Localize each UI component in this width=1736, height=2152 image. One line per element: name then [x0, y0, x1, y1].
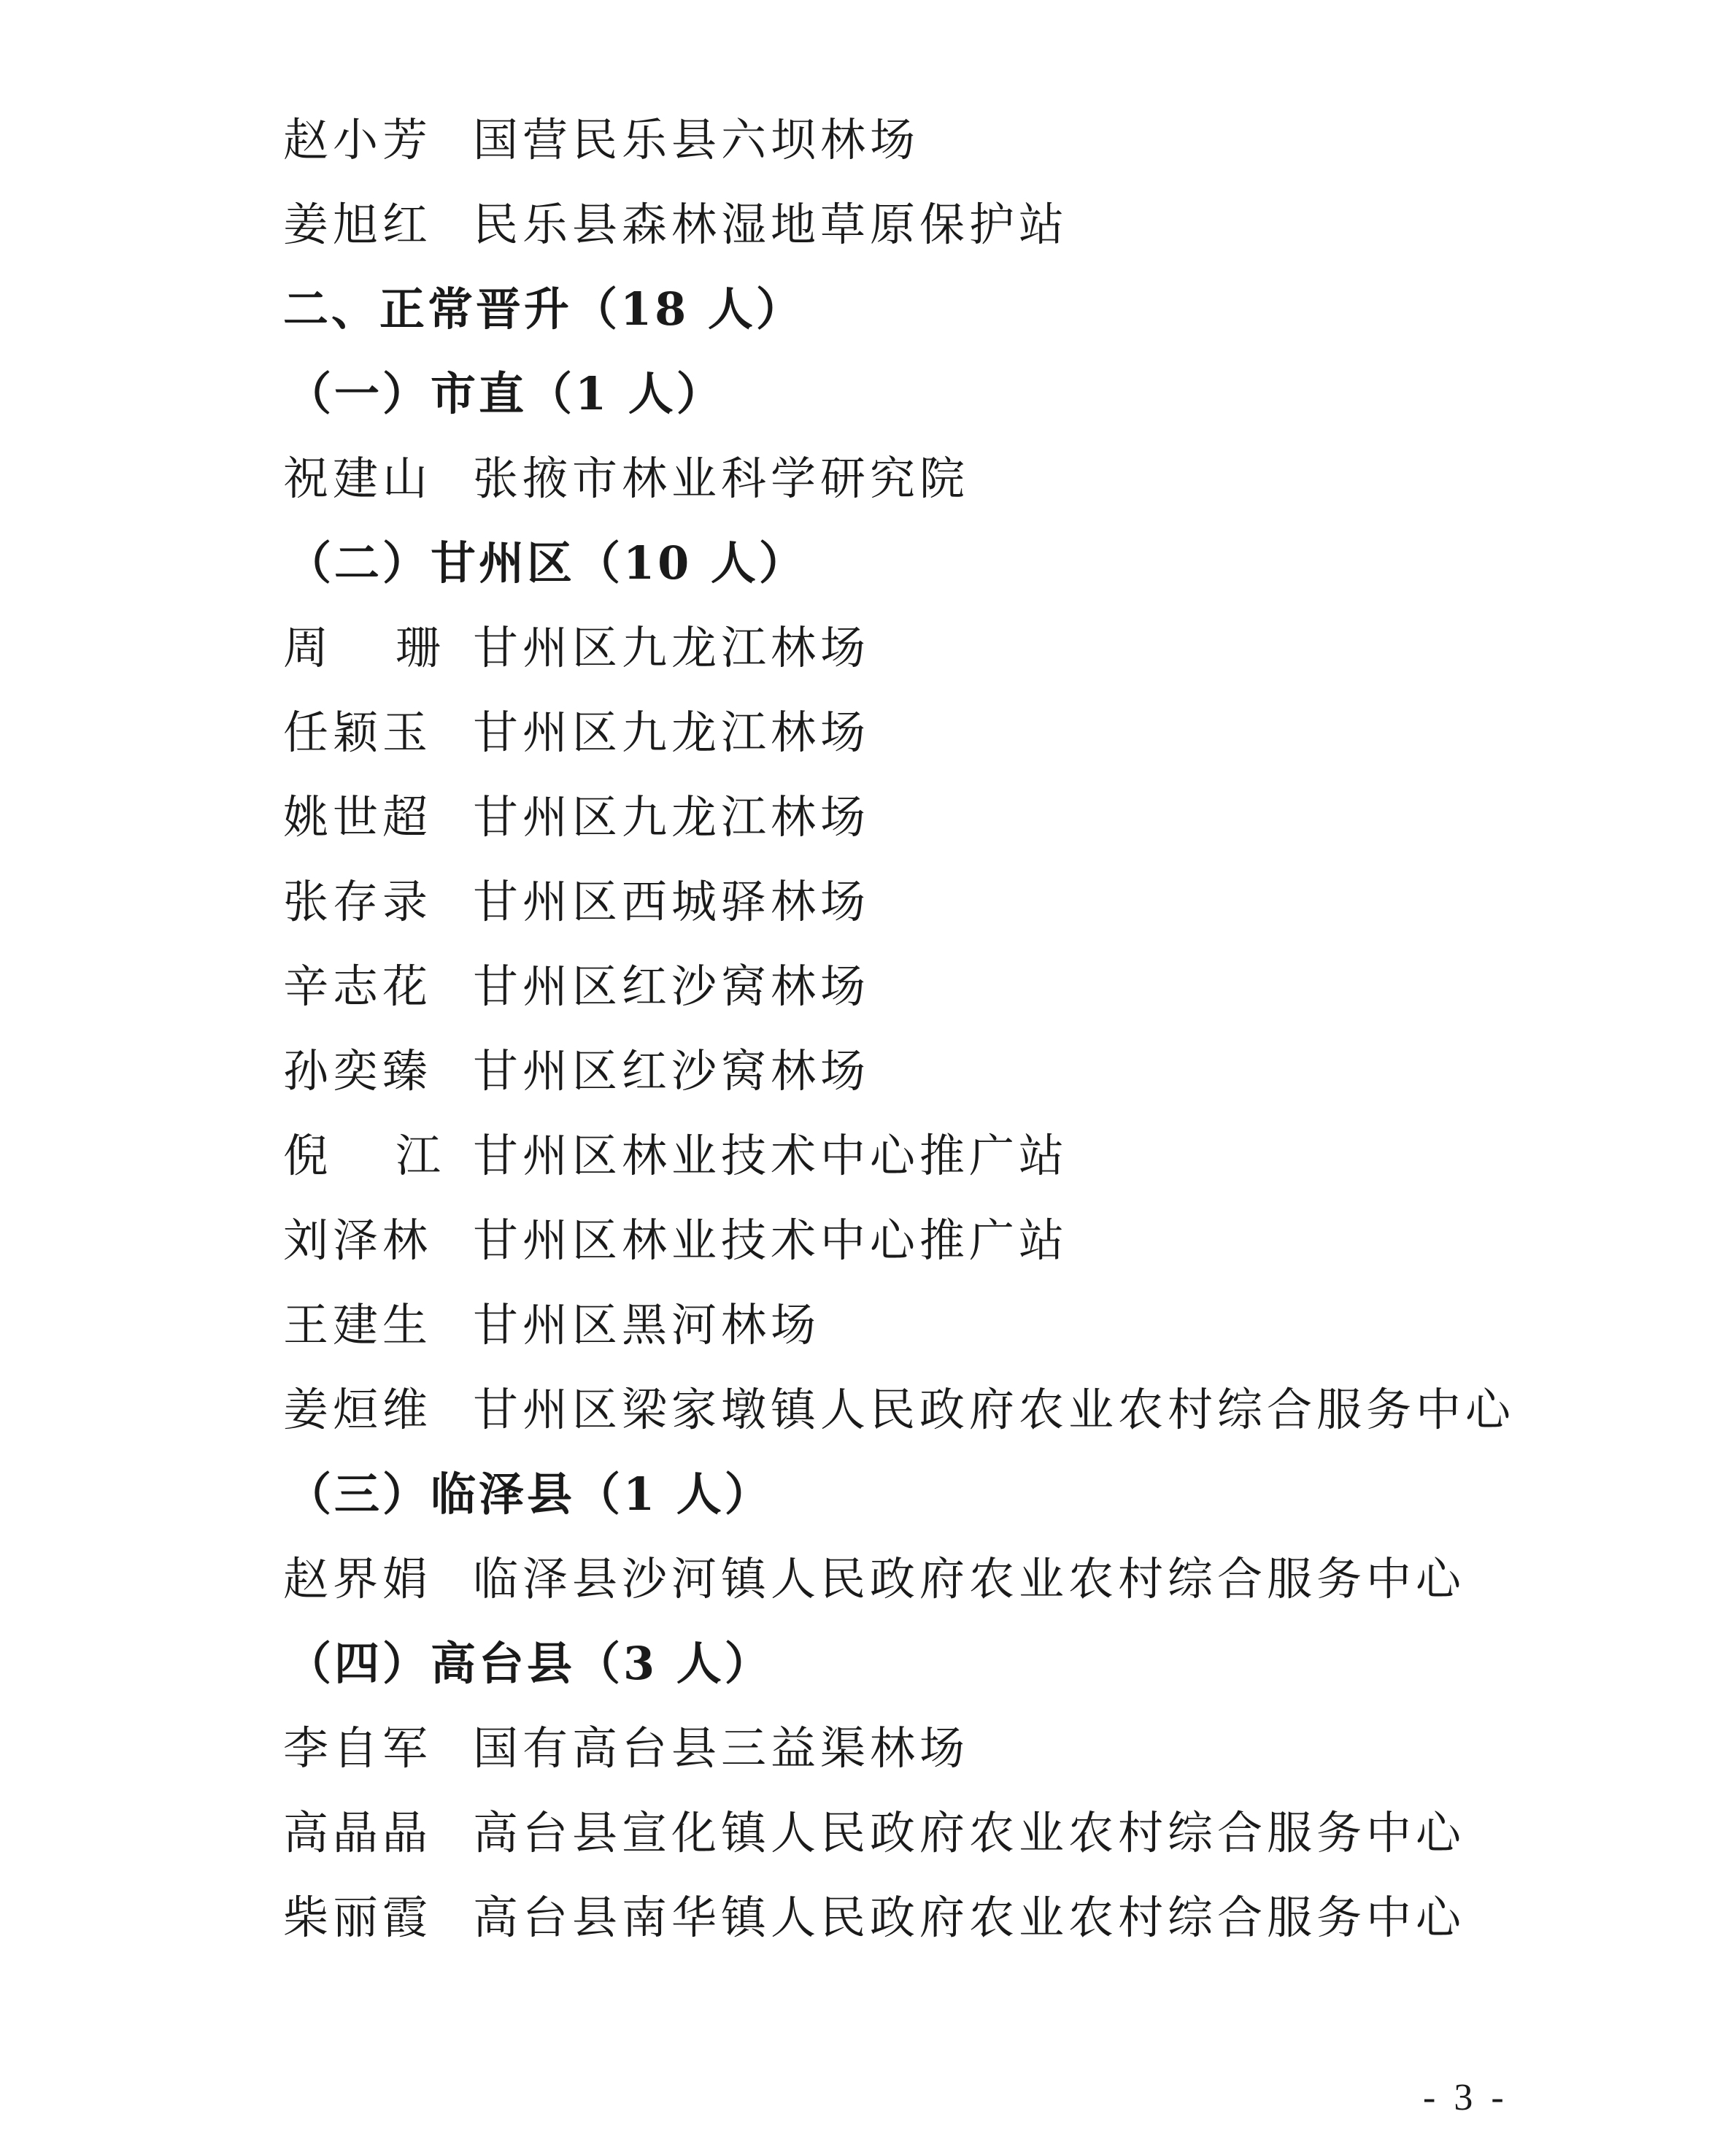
list-item [283, 1719, 969, 1778]
work-unit: 国营民乐县六坝林场 [473, 113, 920, 166]
person-name: 姜烜维 [283, 1383, 433, 1436]
group-heading: （二）甘州区（10 人） [286, 536, 807, 590]
work-unit: 甘州区黑河林场 [473, 1298, 821, 1351]
person-name: 周珊 [283, 621, 509, 674]
work-unit: 高台县南华镇人民政府农业农村综合服务中心 [473, 1891, 1466, 1944]
group-heading: （一）市直（1 人） [286, 367, 725, 420]
section-heading: 二、正常晋升（18 人） [283, 282, 804, 336]
work-unit: 民乐县森林湿地草原保护站 [473, 198, 1069, 251]
person-name: 姚世超 [283, 790, 433, 844]
list-item [283, 1127, 1068, 1185]
person-name: 任颖玉 [283, 706, 433, 759]
list-item [283, 619, 870, 677]
person-name: 辛志花 [283, 960, 433, 1013]
work-unit: 临泽县沙河镇人民政府农业农村综合服务中心 [473, 1552, 1466, 1605]
page-number: - 3 - [1423, 2077, 1508, 2118]
person-name: 孙奕臻 [283, 1044, 433, 1098]
group-heading: （三）临泽县（1 人） [286, 1468, 773, 1521]
list-item [283, 1381, 1515, 1439]
person-name: 倪江 [283, 1129, 509, 1182]
person-name: 赵小芳 [283, 113, 433, 166]
work-unit: 甘州区梁家墩镇人民政府农业农村综合服务中心 [473, 1383, 1516, 1436]
work-unit: 甘州区红沙窝林场 [473, 1044, 871, 1098]
work-unit: 甘州区九龙江林场 [473, 621, 871, 674]
person-name: 赵界娟 [283, 1552, 433, 1605]
list-item [283, 196, 1068, 254]
list-item [283, 873, 870, 931]
person-name: 李自军 [283, 1721, 433, 1775]
work-unit: 甘州区西城驿林场 [473, 875, 871, 928]
work-unit: 甘州区九龙江林场 [473, 790, 871, 844]
list-item [283, 1889, 1465, 1947]
person-name: 高晶晶 [283, 1806, 433, 1859]
work-unit: 国有高台县三益渠林场 [473, 1721, 970, 1775]
list-item [283, 1042, 870, 1100]
work-unit: 甘州区九龙江林场 [473, 706, 871, 759]
person-name: 祝建山 [283, 452, 433, 505]
list-item [283, 788, 870, 846]
list-item [283, 1550, 1465, 1608]
person-name: 王建生 [283, 1298, 433, 1351]
list-item [283, 703, 870, 762]
list-item [283, 1296, 820, 1354]
person-name: 张存录 [283, 875, 433, 928]
list-item [283, 957, 870, 1016]
work-unit: 甘州区林业技术中心推广站 [473, 1129, 1069, 1182]
work-unit: 张掖市林业科学研究院 [473, 452, 970, 505]
work-unit: 甘州区红沙窝林场 [473, 960, 871, 1013]
group-heading: （四）高台县（3 人） [286, 1637, 773, 1690]
list-item [283, 450, 969, 508]
work-unit: 高台县宣化镇人民政府农业农村综合服务中心 [473, 1806, 1466, 1859]
person-name: 姜旭红 [283, 198, 433, 251]
work-unit: 甘州区林业技术中心推广站 [473, 1214, 1069, 1267]
list-item [283, 1804, 1465, 1862]
list-item [283, 1211, 1068, 1270]
person-name: 刘泽林 [283, 1214, 433, 1267]
list-item [283, 111, 919, 169]
person-name: 柴丽霞 [283, 1891, 433, 1944]
